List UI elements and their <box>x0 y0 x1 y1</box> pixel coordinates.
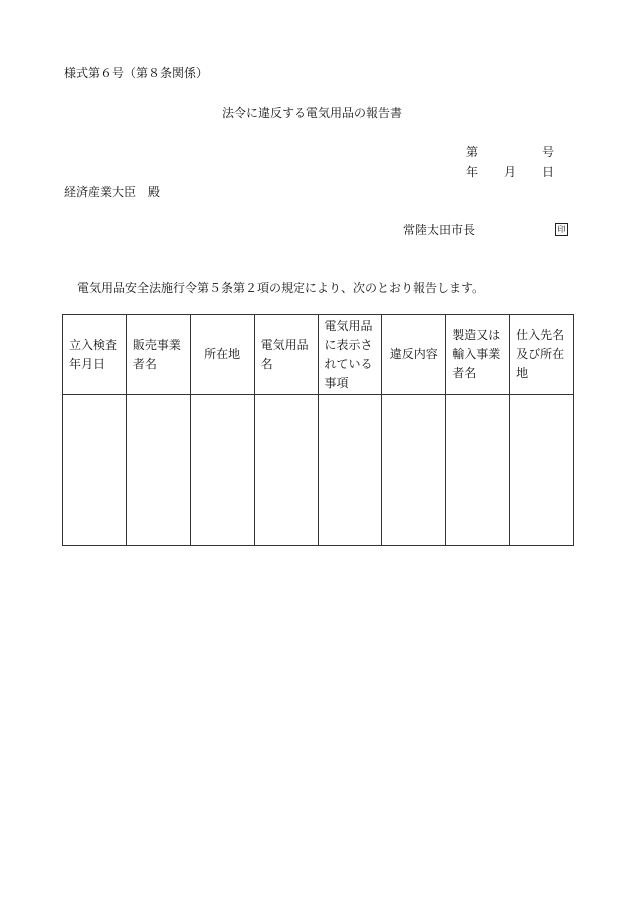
table-cell[interactable] <box>510 395 574 546</box>
header-manufacturer-importer: 製造又は輸入事業者名 <box>446 315 510 395</box>
header-product-markings: 電気用品に表示されている事項 <box>318 315 382 395</box>
document-title: 法令に違反する電気用品の報告書 <box>222 106 403 120</box>
day-label: 日 <box>542 165 555 179</box>
number-prefix: 第 <box>466 145 479 159</box>
seal-stamp: 印 <box>555 223 568 236</box>
table-header-row <box>63 315 574 395</box>
year-label: 年 <box>466 165 479 179</box>
addressee: 経済産業大臣 殿 <box>64 185 161 199</box>
report-table <box>62 314 574 546</box>
header-product-name: 電気用品名 <box>254 315 318 395</box>
header-inspection-date: 立入検査年月日 <box>63 315 127 395</box>
month-label: 月 <box>504 165 517 179</box>
number-suffix: 号 <box>542 145 555 159</box>
header-violation-details: 違反内容 <box>382 315 446 395</box>
table-cell[interactable] <box>318 395 382 546</box>
body-text: 電気用品安全法施行令第５条第２項の規定により、次のとおり報告します。 <box>77 281 485 295</box>
table-cell[interactable] <box>446 395 510 546</box>
table-cell[interactable] <box>190 395 254 546</box>
table-row <box>63 395 574 546</box>
form-number: 様式第６号（第８条関係） <box>64 66 209 80</box>
table-cell[interactable] <box>382 395 446 546</box>
header-location: 所在地 <box>190 315 254 395</box>
table-cell[interactable] <box>63 395 127 546</box>
header-supplier: 仕入先名及び所在地 <box>510 315 574 395</box>
table-cell[interactable] <box>126 395 190 546</box>
header-seller-name: 販売事業者名 <box>126 315 190 395</box>
sender-name: 常陸太田市長 <box>403 223 476 237</box>
table-cell[interactable] <box>254 395 318 546</box>
